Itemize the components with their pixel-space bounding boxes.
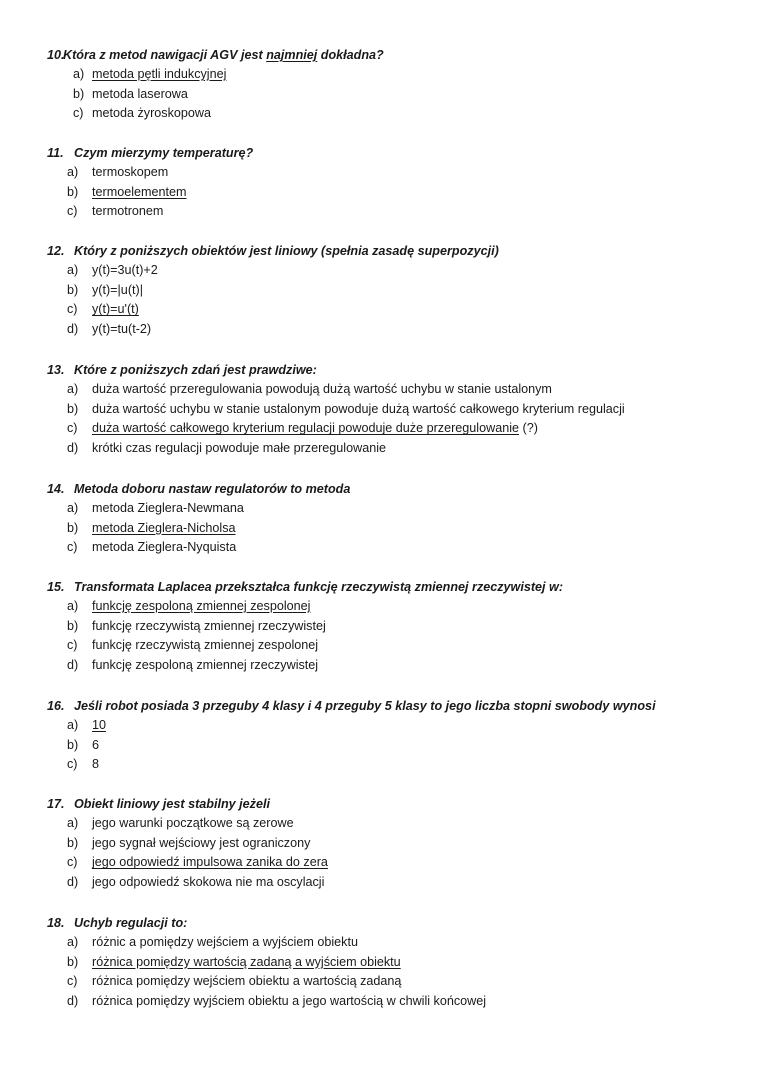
answer-option: a) 10 <box>67 718 107 732</box>
answer-option: a) y(t)=3u(t)+2 <box>67 263 158 277</box>
answer-option: b) metoda laserowa <box>73 86 188 101</box>
answer-option: c) jego odpowiedź impulsowa zanika do zera <box>67 855 328 870</box>
answer-option: a) metoda Zieglera-Newmana <box>67 501 244 515</box>
question-title <box>0 45 760 65</box>
question-16 <box>0 696 760 775</box>
question-18 <box>0 913 760 1012</box>
question-text: Uchyb regulacji to: <box>74 916 188 930</box>
answer-option: b) y(t)=|u(t)| <box>67 282 143 297</box>
answer-option: d) krótki czas regulacji powoduje małe przeregulowanie <box>67 441 387 456</box>
question-title <box>0 577 760 597</box>
answer-option: b) jego sygnał wejściowy jest ograniczony <box>67 835 311 850</box>
answer-option: c) metoda żyroskopowa <box>73 106 212 121</box>
question-text: Metoda doboru nastaw regulatorów to metoda <box>74 482 351 496</box>
question-10 <box>0 45 760 124</box>
answer-option: b) duża wartość uchybu w stanie ustalonym powoduje dużą wartość całkowego kryterium regulacji <box>67 401 625 416</box>
question-text: Czym mierzymy temperaturę? <box>74 146 254 160</box>
question-text: Obiekt liniowy jest stabilny jeżeli <box>74 797 270 811</box>
answer-option: c) różnica pomiędzy wejściem obiektu a wartością zadaną <box>67 974 402 989</box>
question-title <box>0 241 760 261</box>
answer-option: b) termoelementem <box>67 184 187 199</box>
answer-option: c) termotronem <box>67 204 164 219</box>
question-12 <box>0 241 760 340</box>
question-number: 17. <box>47 797 65 811</box>
question-number: 12. <box>47 244 65 258</box>
answer-option: a) metoda pętli indukcyjnej <box>73 67 227 81</box>
question-number: 10. <box>47 48 65 62</box>
answer-option: c) funkcję rzeczywistą zmiennej zespolonej <box>67 638 319 653</box>
answer-option: a) duża wartość przeregulowania powodują dużą wartość uchybu w stanie ustalonym <box>67 382 552 396</box>
answer-option: a) termoskopem <box>67 165 169 179</box>
answer-option: d) y(t)=tu(t-2) <box>67 322 152 337</box>
question-17 <box>0 794 760 893</box>
question-13 <box>0 360 760 459</box>
answer-option: a) jego warunki początkowe są zerowe <box>67 816 294 830</box>
answer-option: c) 8 <box>67 757 100 772</box>
answer-option: c) y(t)=u'(t) <box>67 302 139 317</box>
question-number: 18. <box>47 916 65 930</box>
question-number: 14. <box>47 482 65 496</box>
question-title <box>0 360 760 380</box>
answer-option: d) funkcję zespoloną zmiennej rzeczywistej <box>67 658 319 673</box>
question-text: Który z poniższych obiektów jest liniowy (spełnia zasadę superpozycji) <box>74 244 499 258</box>
question-number: 16. <box>47 699 65 713</box>
question-title <box>0 794 760 814</box>
question-title <box>0 913 760 933</box>
question-text: Jeśli robot posiada 3 przeguby 4 klasy i 4 przeguby 5 klasy to jego liczba stopni swobody wynosi <box>74 699 656 713</box>
answer-option: c) duża wartość całkowego kryterium regulacji powoduje duże przeregulowanie (?) <box>67 421 538 436</box>
question-text: Które z poniższych zdań jest prawdziwe: <box>74 363 317 377</box>
answer-option: c) metoda Zieglera-Nyquista <box>67 540 237 555</box>
answer-option: a) różnic a pomiędzy wejściem a wyjściem obiektu <box>67 935 358 949</box>
question-14 <box>0 479 760 558</box>
question-15 <box>0 577 760 676</box>
question-title <box>0 479 760 499</box>
question-title <box>0 143 760 163</box>
question-11 <box>0 143 760 222</box>
question-number: 15. <box>47 580 65 594</box>
answer-option: b) funkcję rzeczywistą zmiennej rzeczywistej <box>67 618 326 633</box>
question-text: Która z metod nawigacji AGV jest najmniej dokładna? <box>63 48 384 62</box>
answer-option: b) metoda Zieglera-Nicholsa <box>67 520 236 535</box>
answer-option: b) 6 <box>67 737 100 752</box>
question-number: 11. <box>47 146 64 160</box>
answer-option: a) funkcję zespoloną zmiennej zespolonej <box>67 599 311 613</box>
answer-option: b) różnica pomiędzy wartością zadaną a wyjściem obiektu <box>67 954 401 969</box>
answer-option: d) jego odpowiedź skokowa nie ma oscylacji <box>67 875 325 890</box>
answer-option: d) różnica pomiędzy wyjściem obiektu a jego wartością w chwili końcowej <box>67 994 487 1009</box>
question-number: 13. <box>47 363 65 377</box>
question-text: Transformata Laplacea przekształca funkcję rzeczywistą zmiennej rzeczywistej w: <box>74 580 564 594</box>
question-title <box>0 696 760 716</box>
